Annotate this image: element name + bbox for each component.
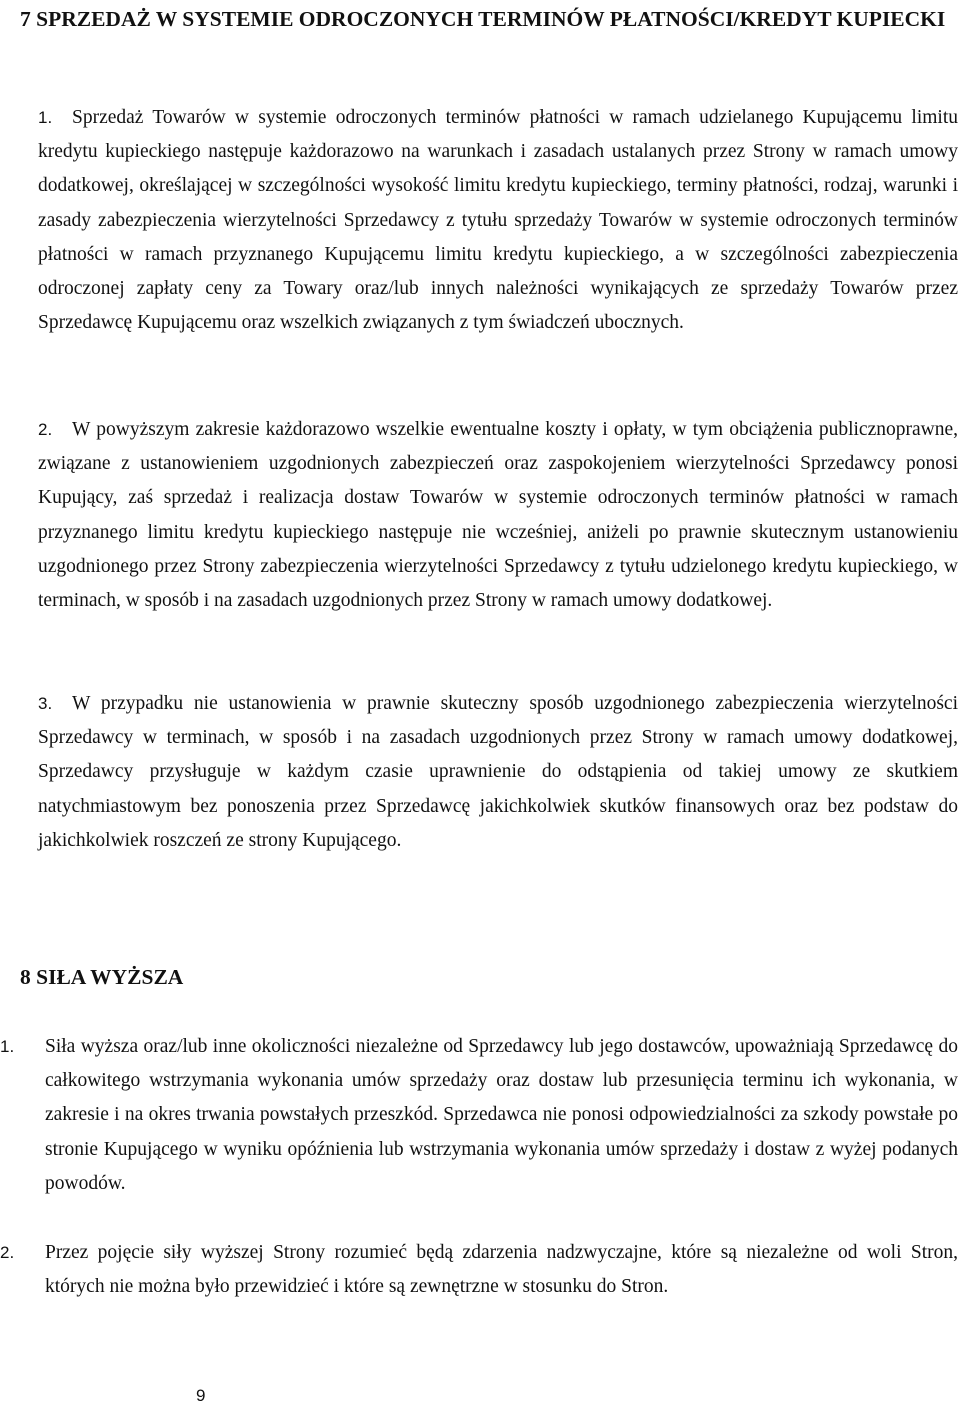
section-8-heading xyxy=(0,961,183,993)
paragraph-number: 3. xyxy=(38,694,53,713)
paragraph-text: Sprzedaż Towarów w systemie odroczonych terminów płatności w ramach udzielanego Kupującemu limitu kredytu kupieckiego następuje każdorazowo na warunkach i zasadach ustalanych przez Strony w ramach umowy dodatkowej, określającej w szczególności wysokość limitu kredytu kupieckiego, terminy płatności, rodzaj, warunki i zasady zabezpieczenia wierzytelności Sprzedawcy z tytułu sprzedaży Towarów w systemie odroczonych terminów płatności w ramach przyznanego Kupującemu limitu kredytu kupieckiego, a w szczególności zabezpieczenia odroczonej zapłaty ceny za Towary oraz/lub innych należności wynikających ze sprzedaży Towarów przez Sprzedawcę Kupującemu oraz wszelkich związanych z tym świadczeń ubocznych. xyxy=(38,107,958,334)
section-8-paragraph-2 xyxy=(0,1236,958,1304)
paragraph-number: 2. xyxy=(38,420,53,439)
page-number: 9 xyxy=(196,1386,206,1405)
section-8-title: 8 SIŁA WYŻSZA xyxy=(20,965,184,989)
section-7-title: 7 SPRZEDAŻ W SYSTEMIE ODROCZONYCH TERMINÓW PŁATNOŚCI/KREDYT KUPIECKI xyxy=(20,7,946,31)
paragraph-number: 1. xyxy=(38,108,53,127)
section-7-paragraph-1 xyxy=(38,101,958,340)
paragraph-text: Siła wyższa oraz/lub inne okoliczności niezależne od Sprzedawcy lub jego dostawców, upoważniają Sprzedawcę do całkowitego wstrzymania wykonania umów sprzedaży oraz dostaw lub przesunięcia terminu ich wykonania, w zakresie i na okres trwania powstałych przeszkód. Sprzedawca nie ponosi odpowiedzialności za szkody powstałe po stronie Kupującego w wyniku opóźnienia lub wstrzymania wykonania umów sprzedaży i dostaw z wyżej podanych powodów. xyxy=(45,1036,958,1194)
paragraph-number: 2. xyxy=(0,1243,15,1262)
section-7-paragraph-3 xyxy=(38,687,958,858)
paragraph-text: W przypadku nie ustanowienia w prawnie skuteczny sposób uzgodnionego zabezpieczenia wierzytelności Sprzedawcy w terminach, w sposób i na zasadach uzgodnionych przez Strony w ramach umowy dodatkowej, Sprzedawcy przysługuje w każdym czasie uprawnienie do odstąpienia od takiej umowy ze skutkiem natychmiastowym bez ponoszenia przez Sprzedawcę jakichkolwiek skutków finansowych oraz bez podstaw do jakichkolwiek roszczeń ze strony Kupującego. xyxy=(38,693,958,851)
section-7-paragraph-2 xyxy=(38,413,958,618)
paragraph-text: W powyższym zakresie każdorazowo wszelkie ewentualne koszty i opłaty, w tym obciążenia publicznoprawne, związane z ustanowieniem uzgodnionych zabezpieczeń oraz zaspokojeniem wierzytelności Sprzedawcy ponosi Kupujący, zaś sprzedaż i realizacja dostaw Towarów w systemie odroczonych terminów płatności w ramach przyznanego limitu kredytu kupieckiego następuje nie wcześniej, aniżeli po prawnie skutecznym ustanowieniu uzgodnionego przez Strony zabezpieczenia wierzytelności Sprzedawcy z tytułu udzielonego kredytu kupieckiego, w terminach, w sposób i na zasadach uzgodnionych przez Strony w ramach umowy dodatkowej. xyxy=(38,419,958,612)
section-7-heading xyxy=(0,3,950,35)
paragraph-number: 1. xyxy=(0,1037,15,1056)
section-8-paragraph-1 xyxy=(0,1030,958,1201)
paragraph-text: Przez pojęcie siły wyższej Strony rozumieć będą zdarzenia nadzwyczajne, które są niezależne od woli Stron, których nie można było przewidzieć i które są zewnętrzne w stosunku do Stron. xyxy=(45,1242,958,1298)
